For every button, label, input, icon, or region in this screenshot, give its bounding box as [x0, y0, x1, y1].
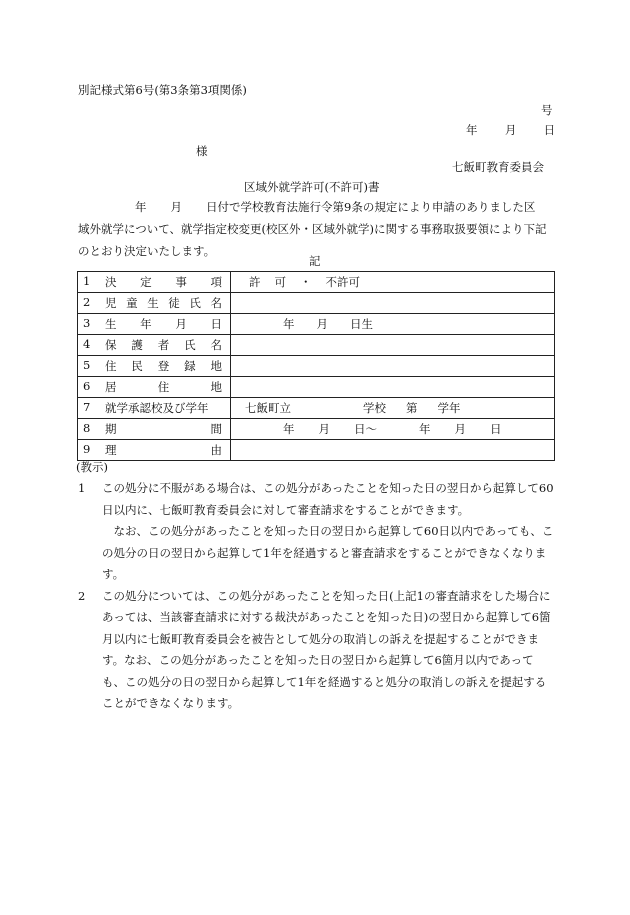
period-end-year: 年	[419, 422, 431, 436]
row-label-char: 保	[105, 338, 117, 352]
notice-item-1-sub	[78, 521, 554, 586]
ki-heading: 記	[309, 254, 321, 268]
row-label-char: 地	[210, 380, 222, 394]
row-label-char: 事	[175, 275, 187, 289]
row-label-char: 日	[210, 317, 222, 331]
table-row	[78, 335, 555, 356]
row-label-char: 録	[184, 359, 196, 373]
addressee-honorific: 様	[196, 144, 208, 158]
grade-prefix: 第	[406, 401, 418, 415]
notice-item-2-text: この処分については、この処分があったことを知った日(上記1の審査請求をした場合にあっては、当該審査請求に対する裁決があったことを知った日)の翌日から起算して6箇月以内に七飯町教育委員会を被告として処分の取消しの訴えを提起することができます。なお、この処分があったことを知った日の翌日から起算して6箇月以内であっても、この処分の日の翌日から起算して1年を経過すると処分の取消しの訴えを提起することができなくなります。	[102, 588, 551, 710]
row-number: 3	[83, 316, 91, 330]
intro-paragraph	[78, 196, 552, 262]
birth-year: 年	[283, 317, 295, 331]
notice-item-1-number: 1	[78, 481, 86, 495]
row-label-char: 決	[105, 275, 117, 289]
table-row	[78, 419, 555, 440]
row-value-cell	[231, 356, 555, 377]
row-label-char: 者	[157, 338, 170, 352]
notice-item-1-text: この処分に不服がある場合は、この処分があったことを知った日の翌日から起算して60日以内に、七飯町教育委員会に対して審査請求をすることができます。	[102, 481, 554, 517]
row-number: 5	[83, 358, 91, 372]
notice-heading: (教示)	[76, 460, 108, 474]
row-label-char: 由	[210, 443, 222, 457]
permit-text-2: 可	[274, 275, 286, 289]
table-row	[78, 314, 555, 335]
row-label-cell	[78, 314, 231, 335]
period-start-day: 日〜	[354, 422, 377, 436]
row-value-cell	[231, 314, 555, 335]
town-school-prefix: 七飯町立	[245, 401, 291, 415]
document-title: 区域外就学許可(不許可)書	[244, 180, 380, 194]
row-value-cell	[231, 293, 555, 314]
period-end-month: 月	[454, 422, 466, 436]
table-row	[78, 440, 555, 461]
row-label-char: 名	[210, 338, 222, 352]
row-label	[105, 316, 222, 332]
row-number: 6	[83, 379, 91, 393]
row-label-char: 護	[131, 338, 143, 352]
row-label-char: 生	[105, 317, 117, 331]
period-start-year: 年	[283, 422, 295, 436]
row-label	[105, 442, 222, 458]
decision-table	[77, 271, 555, 461]
row-label-char: 間	[210, 422, 222, 436]
row-label-char: 民	[131, 359, 143, 373]
row-label-cell	[78, 293, 231, 314]
row-label-char: 就学承認校及び学年	[105, 401, 209, 415]
notice-item-2-number: 2	[78, 588, 86, 603]
row-label-char: 登	[157, 359, 170, 373]
row-label-char: 年	[140, 317, 152, 331]
row-label-char: 期	[105, 422, 117, 436]
row-number: 2	[83, 295, 91, 309]
row-label	[105, 400, 222, 416]
row-label	[105, 379, 222, 395]
row-label-char: 氏	[189, 296, 201, 310]
row-value-cell	[231, 377, 555, 398]
issuer-name: 七飯町教育委員会	[452, 160, 544, 174]
notice-item-1	[78, 478, 554, 521]
birth-day-suffix: 日生	[350, 317, 373, 331]
separator-dot: ・	[300, 275, 312, 289]
row-label-char: 定	[140, 275, 152, 289]
row-label-cell	[78, 398, 231, 419]
school-suffix: 学校	[363, 401, 386, 415]
row-number: 7	[83, 400, 91, 414]
not-permit-text: 不許可	[325, 275, 360, 289]
row-label-char: 生	[147, 296, 159, 310]
table-row	[78, 356, 555, 377]
date-day: 日	[543, 123, 556, 137]
row-label-char: 徒	[168, 296, 180, 310]
row-label	[105, 295, 222, 311]
row-label-char: 氏	[184, 338, 196, 352]
row-label-cell	[78, 419, 231, 440]
intro-year: 年	[135, 200, 147, 214]
period-start-month: 月	[318, 422, 330, 436]
table-row	[78, 377, 555, 398]
row-value-cell	[231, 398, 555, 419]
table-row	[78, 398, 555, 419]
row-value-cell	[231, 440, 555, 461]
permit-text-1: 許	[249, 275, 261, 289]
table-row	[78, 293, 555, 314]
row-label-cell	[78, 356, 231, 377]
table-row	[78, 272, 555, 293]
row-label-char: 月	[175, 317, 187, 331]
document-number-label: 号	[541, 103, 553, 117]
row-label-cell	[78, 335, 231, 356]
row-label-char: 童	[126, 296, 138, 310]
date-year: 年	[466, 123, 478, 137]
row-label-char: 住	[157, 380, 170, 394]
birth-month: 月	[316, 317, 328, 331]
intro-text-rest: 域外就学について、就学指定校変更(校区外・区域外就学)に関する事務取扱要領により下記のとおり決定いたします。	[78, 222, 547, 258]
row-label-char: 項	[210, 275, 222, 289]
row-label-char: 居	[105, 380, 117, 394]
grade-suffix: 学年	[437, 401, 461, 415]
row-label	[105, 337, 222, 353]
row-value-cell	[231, 335, 555, 356]
intro-month: 月	[170, 200, 182, 214]
form-id: 別記様式第6号(第3条第3項関係)	[78, 83, 247, 97]
row-number: 4	[83, 337, 91, 351]
row-label-char: 名	[210, 296, 222, 310]
row-label	[105, 358, 222, 374]
issue-date	[466, 124, 555, 138]
row-value-cell	[231, 419, 555, 440]
intro-line-1	[78, 196, 552, 218]
row-label-cell	[78, 272, 231, 293]
row-number: 9	[83, 442, 91, 456]
date-month: 月	[504, 123, 517, 137]
row-label-cell	[78, 377, 231, 398]
row-label-char: 住	[105, 359, 117, 373]
row-label-char: 理	[105, 443, 117, 457]
notice-item-2	[78, 586, 554, 715]
row-label-char: 地	[210, 359, 222, 373]
row-label	[105, 421, 222, 437]
row-label	[105, 274, 222, 290]
row-label-cell	[78, 440, 231, 461]
row-number: 8	[83, 421, 91, 435]
notice-item-1-sub-text: なお、この処分があったことを知った日の翌日から起算して60日以内であっても、この処分の日の翌日から起算して1年を経過すると審査請求をすることができなくなります。	[102, 524, 554, 581]
row-value-cell	[231, 272, 555, 293]
notice-list	[78, 478, 554, 715]
period-end-day: 日	[490, 422, 502, 436]
intro-text-line1: 日付で学校教育法施行令第9条の規定により申請のありました区	[206, 200, 536, 214]
row-number: 1	[83, 274, 91, 288]
row-label-char: 児	[105, 296, 117, 310]
